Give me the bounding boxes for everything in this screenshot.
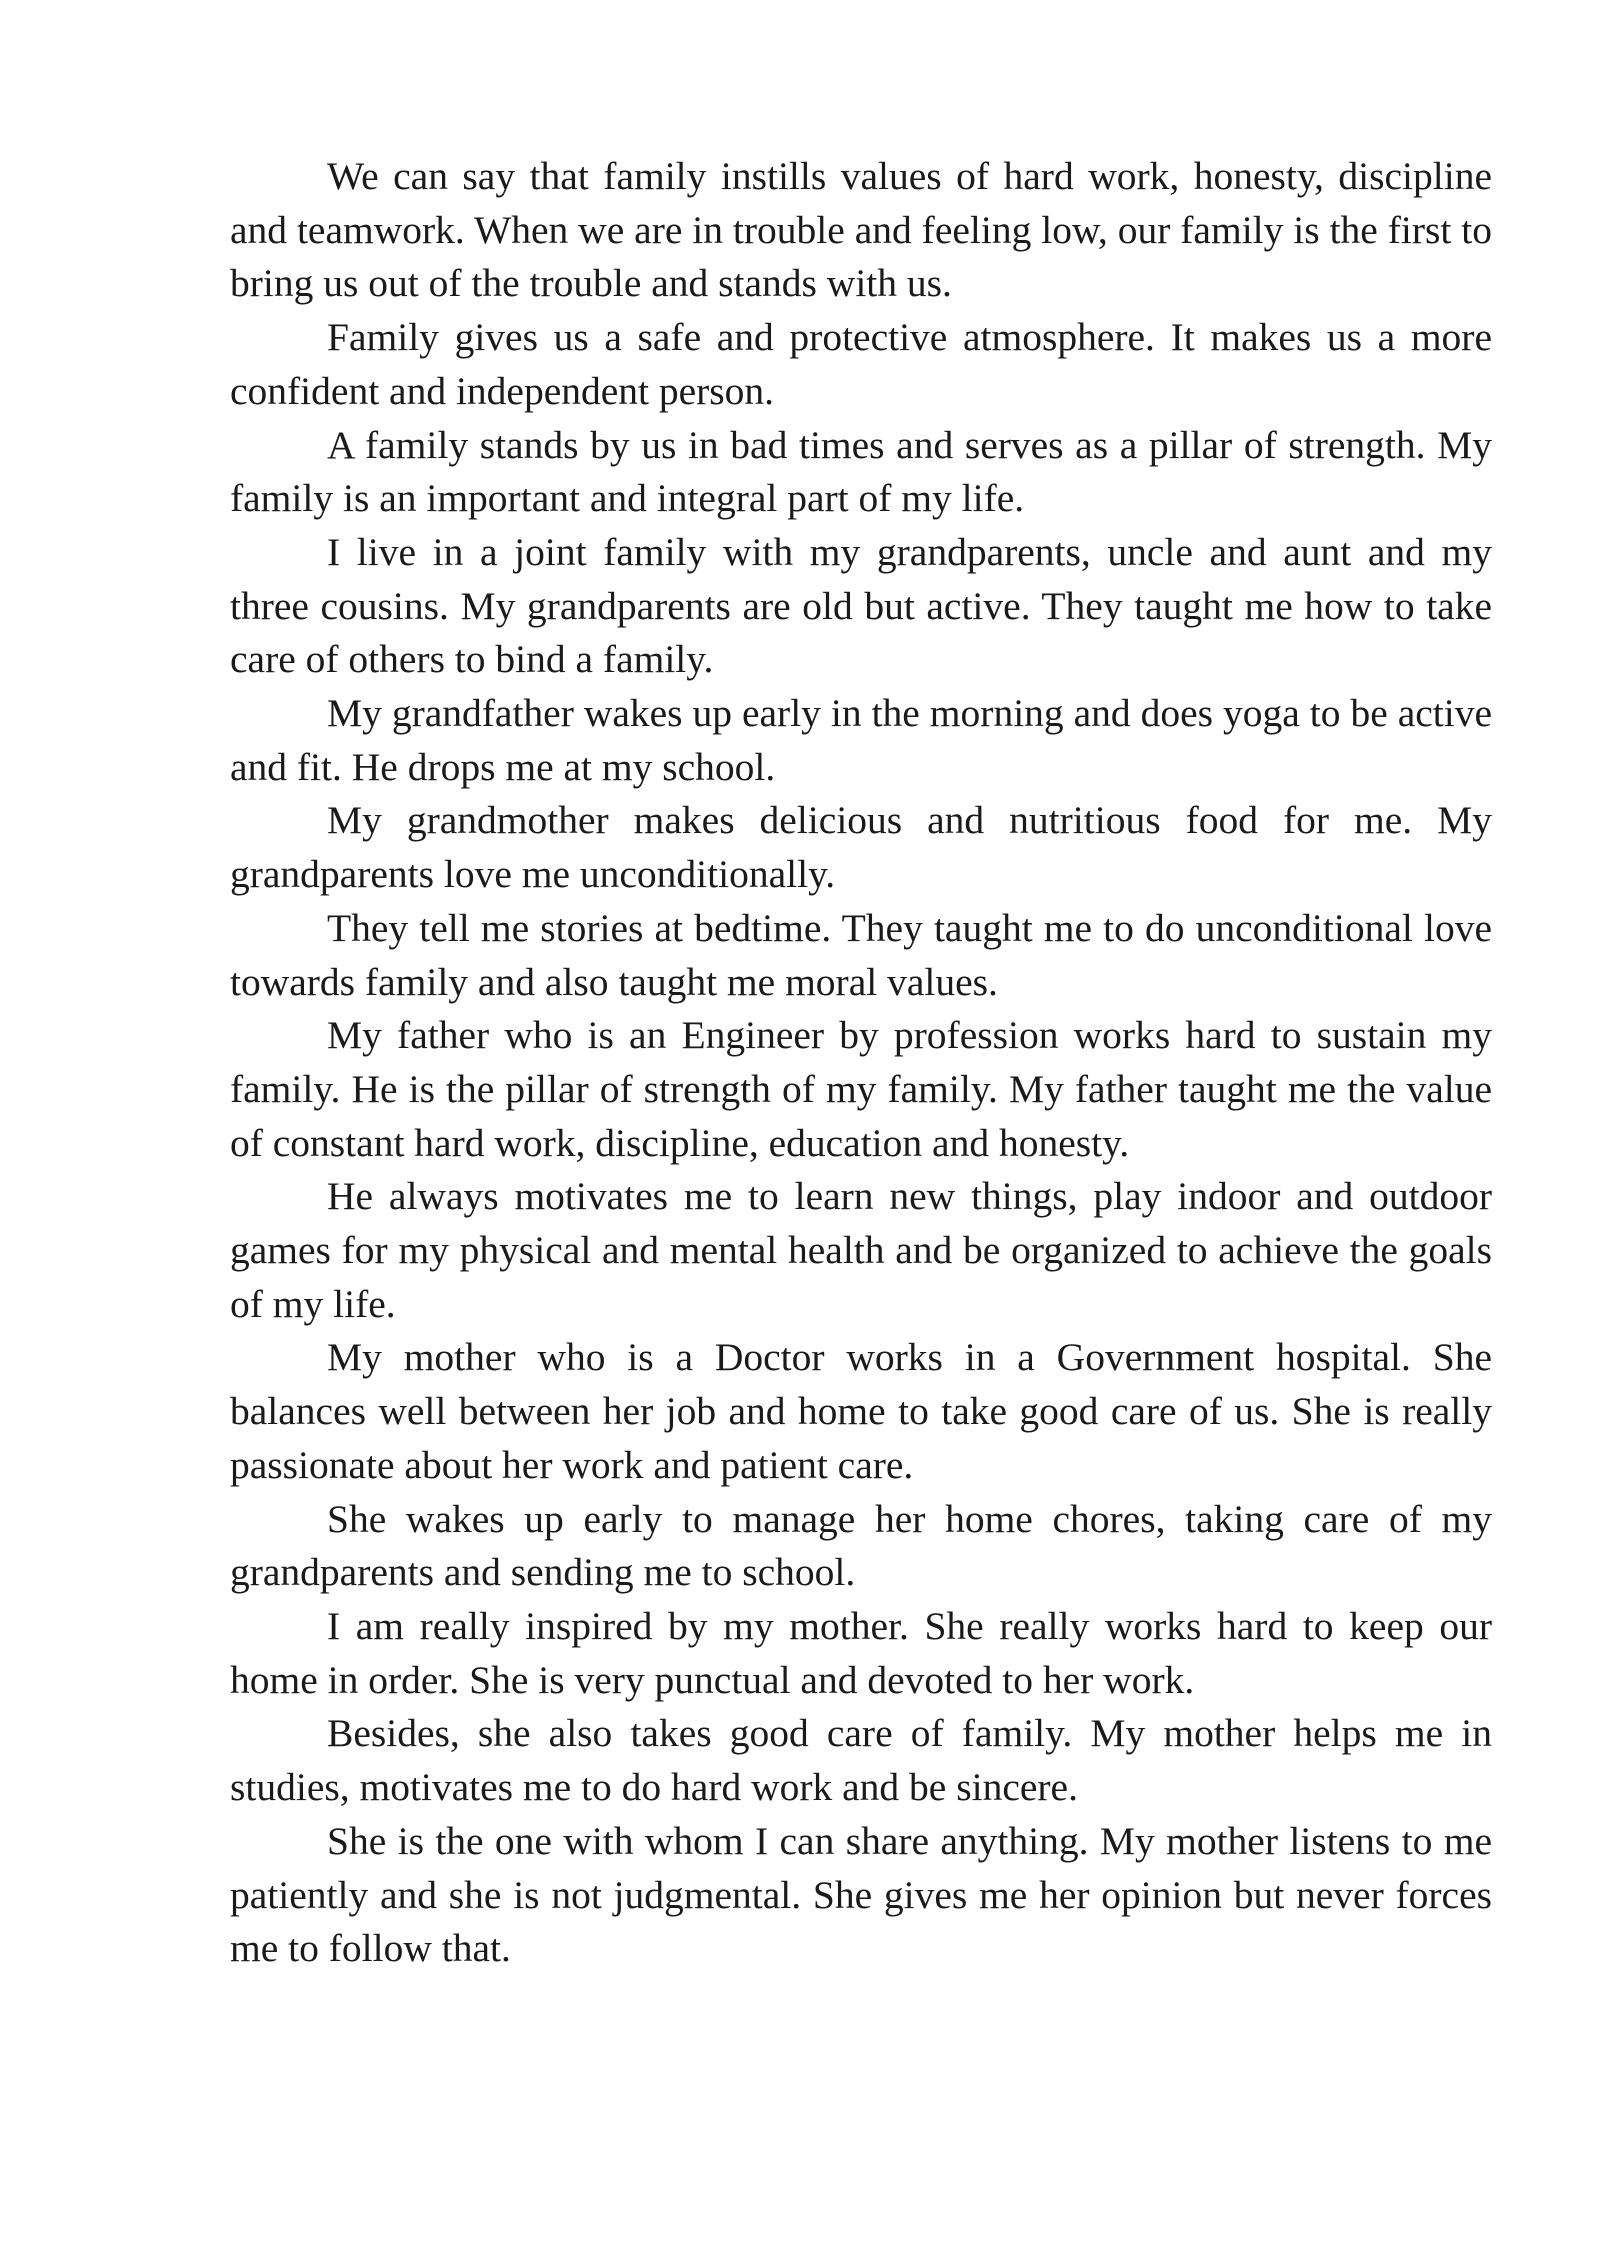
paragraph: She wakes up early to manage her home chores, taking care of my grandparents and sending me to school. [230, 1496, 1492, 1595]
paragraph: My grandmother makes delicious and nutritious food for me. My grandparents love me unconditionally. [230, 798, 1492, 897]
paragraph: He always motivates me to learn new things, play indoor and outdoor games for my physical and mental health and be organized to achieve the goals of my life. [230, 1174, 1492, 1326]
paragraph: A family stands by us in bad times and serves as a pillar of strength. My family is an important and integral part of my life. [230, 422, 1492, 521]
paragraph: My father who is an Engineer by profession works hard to sustain my family. He is the pillar of strength of my family. My father taught me the value of constant hard work, discipline, education and honesty. [230, 1013, 1492, 1165]
document-body [230, 150, 1492, 1976]
paragraph: Family gives us a safe and protective atmosphere. It makes us a more confident and independent person. [230, 315, 1492, 413]
paragraph: I am really inspired by my mother. She really works hard to keep our home in order. She is very punctual and devoted to her work. [230, 1603, 1492, 1702]
paragraph: They tell me stories at bedtime. They taught me to do unconditional love towards family and also taught me moral values. [230, 905, 1492, 1004]
paragraph: She is the one with whom I can share anything. My mother listens to me patiently and she is not judgmental. She gives me her opinion but never forces me to follow that. [230, 1818, 1492, 1971]
paragraph: We can say that family instills values of hard work, honesty, discipline and teamwork. When we are in trouble and feeling low, our family is the first to bring us out of the trouble and stands with us. [230, 154, 1492, 306]
paragraph: My grandfather wakes up early in the morning and does yoga to be active and fit. He drops me at my school. [230, 691, 1492, 789]
paragraph: Besides, she also takes good care of family. My mother helps me in studies, motivates me to do hard work and be sincere. [230, 1711, 1492, 1810]
paragraph: My mother who is a Doctor works in a Government hospital. She balances well between her job and home to take good care of us. She is really passionate about her work and patient care. [230, 1335, 1492, 1487]
paragraph: I live in a joint family with my grandparents, uncle and aunt and my three cousins. My grandparents are old but active. They taught me how to take care of others to bind a family. [230, 529, 1492, 682]
